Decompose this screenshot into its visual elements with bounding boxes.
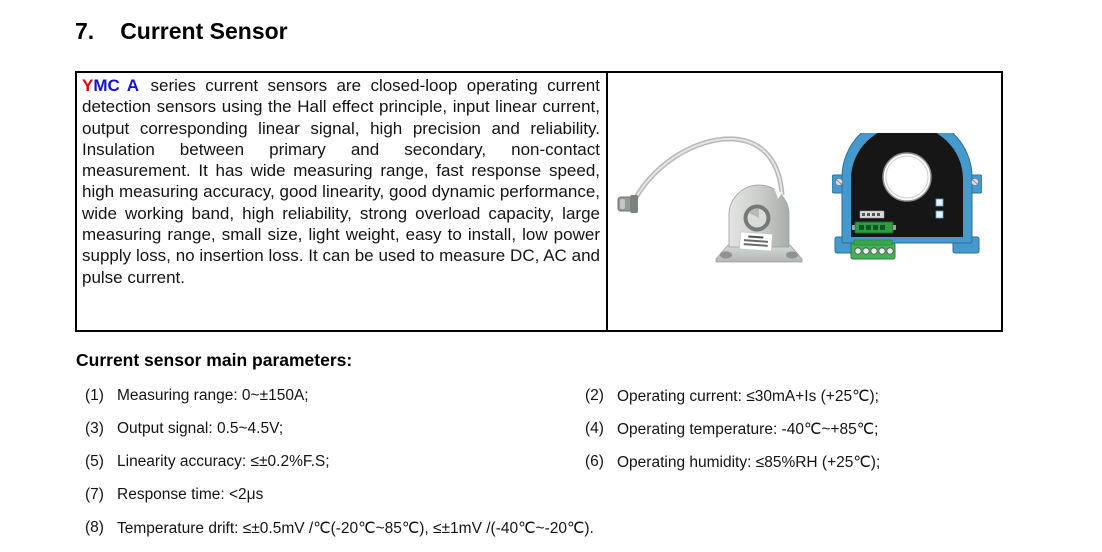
param-number: (2) [585,387,604,404]
param-text: Measuring range: 0~±150A; [117,387,309,404]
overview-table [75,71,1003,332]
param-response-time [75,486,575,519]
param-number: (8) [85,519,104,536]
section-number: 7. [75,18,95,44]
param-number: (7) [85,486,104,503]
indicator-window [936,199,943,206]
param-temperature-drift [75,519,1055,552]
overview-photo-cell [608,73,1001,330]
terminal-block [851,240,895,259]
cable-connector [618,195,638,213]
param-number: (3) [85,420,104,437]
sensor-photo-cylindrical [616,129,806,266]
param-number: (5) [85,453,104,470]
brand-model-a: A [126,76,140,95]
param-operating-temperature [575,420,1055,453]
serial-label [860,211,884,218]
param-text: Operating humidity: ≤85%RH (+25℃); [617,454,881,471]
param-measuring-range [75,387,575,420]
parameters-heading: Current sensor main parameters: [76,350,353,370]
param-text: Temperature drift: ≤±0.5mV /℃(-20℃~85℃), ≤±1mV /(-40℃~-20℃). [117,520,594,537]
overview-paragraph: series current sensors are closed-loop operating current detection sensors using the Hall effect principle, input linear current, output corresponding linear signal, high precision and reliability. Insulation between primary and secondary, non-contact measurement. It has wide measuring range, fast response speed, high measuring accuracy, good linearity, good dynamic performance, wide working band, high reliability, strong overload capacity, large measuring range, small size, light weight, easy to install, low power supply loss, no insertion loss. It can be used to measure DC, AC and pulse current. [82,76,600,287]
param-number: (1) [85,387,104,404]
param-operating-current [575,387,1055,420]
param-text: Linearity accuracy: ≤±0.2%F.S; [117,453,330,470]
sensor-hole [744,205,771,232]
param-text: Response time: <2μs [117,486,264,503]
param-text: Output signal: 0.5~4.5V; [117,420,284,437]
sensor-photo-ring [832,133,982,265]
base-screw-hole [720,251,732,258]
indicator-window [936,211,943,218]
param-operating-humidity [575,453,1055,486]
ring-hole [883,153,931,201]
param-text: Operating temperature: -40℃~+85℃; [617,421,879,438]
brand-letters-mc: MC [93,76,120,95]
product-label [739,232,772,251]
param-number: (4) [585,420,604,437]
overview-text-cell [77,73,608,330]
pcb-header [852,222,896,233]
parameters-list [75,387,1055,552]
brand-letter-y: Y [82,76,94,95]
param-output-signal [75,420,575,453]
page-title [75,18,288,45]
base-screw-hole [786,251,798,258]
param-linearity-accuracy [75,453,575,486]
param-text: Operating current: ≤30mA+Is (+25℃); [617,388,879,405]
section-title-text: Current Sensor [120,18,288,44]
param-number: (6) [585,453,604,470]
